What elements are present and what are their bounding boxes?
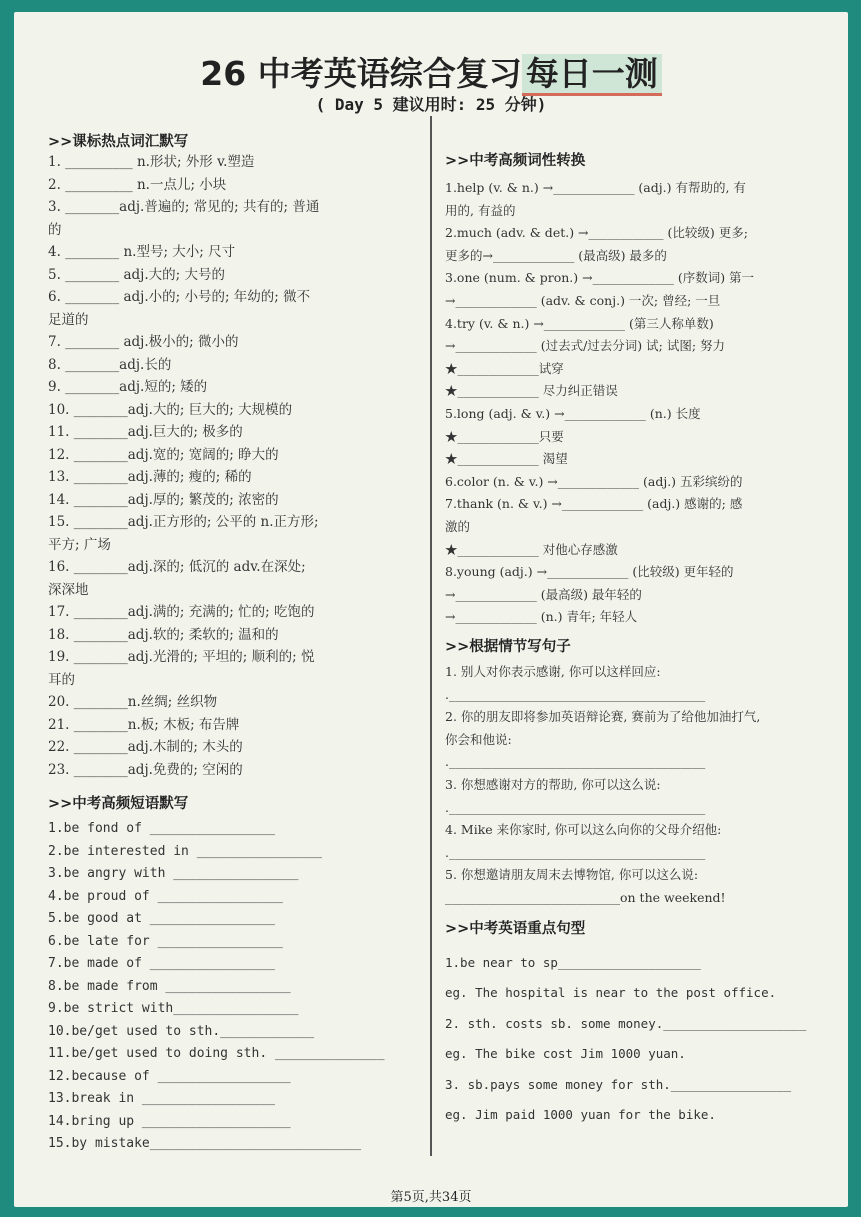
word-form-line[interactable]: 6.color (n. & v.) →_____________ (adj.) 五彩缤纷的 [445, 473, 743, 489]
word-form-line[interactable]: 3.one (num. & pron.) →_____________ (序数词) 第一 [445, 270, 755, 286]
phrase-line[interactable]: 13.break in _________________ [48, 1091, 275, 1106]
vocab-line[interactable]: 平方; 广场 [48, 536, 111, 553]
situation-line[interactable]: ._________________________________________ [445, 686, 706, 702]
word-form-line[interactable]: →_____________ (adv. & conj.) 一次; 曾经; 一旦 [445, 293, 721, 308]
situation-line[interactable]: ._________________________________________ [445, 799, 706, 815]
pattern-line[interactable]: eg. Jim paid 1000 yuan for the bike. [445, 1107, 716, 1122]
word-form-line[interactable]: 5.long (adj. & v.) →_____________ (n.) 长度 [445, 406, 701, 421]
page-footer: 第5页,共34页 [390, 1190, 472, 1205]
vocab-line[interactable]: 20. ________n.丝绸; 丝织物 [48, 694, 218, 710]
section-heading-situations: >>根据情节写句子 [445, 639, 571, 655]
vocab-line[interactable]: 耳的 [48, 671, 75, 688]
phrase-line[interactable]: 2.be interested in ________________ [48, 843, 322, 859]
situation-line[interactable]: 1. 别人对你表示感谢, 你可以这样回应: [445, 664, 661, 679]
column-divider [430, 116, 432, 1156]
vocab-line[interactable]: 11. ________adj.巨大的; 极多的 [48, 424, 243, 440]
phrase-line[interactable]: 5.be good at ________________ [48, 911, 275, 926]
word-form-line[interactable]: 7.thank (n. & v.) →_____________ (adj.) 感谢的; 感 [445, 496, 743, 512]
situation-line[interactable]: ._________________________________________ [445, 844, 706, 860]
phrase-line[interactable]: 10.be/get used to sth.____________ [48, 1023, 315, 1039]
section-heading-vocabulary: >>课标热点词汇默写 [48, 134, 189, 150]
situation-line[interactable]: 2. 你的朋友即将参加英语辩论赛, 赛前为了给他加油打气, [445, 709, 761, 725]
phrase-line[interactable]: 14.bring up ___________________ [48, 1113, 291, 1129]
word-form-line[interactable]: ★_____________ 尽力纠正错误 [445, 383, 618, 399]
phrase-line[interactable]: 1.be fond of ________________ [48, 821, 275, 836]
word-form-line[interactable]: 更多的→_____________ (最高级) 最多的 [445, 247, 667, 263]
situation-line[interactable]: ____________________________on the weekend! [445, 890, 726, 905]
situation-line[interactable]: 4. Mike 来你家时, 你可以这么向你的父母介绍他: [445, 822, 722, 838]
title-highlight: 每日一测 [522, 54, 662, 96]
vocab-line[interactable]: 16. ________adj.深的; 低沉的 adv.在深处; [48, 559, 306, 575]
vocab-line[interactable]: 21. ________n.板; 木板; 布告牌 [48, 716, 240, 733]
situation-line[interactable]: 3. 你想感谢对方的帮助, 你可以这么说: [445, 777, 661, 792]
pattern-line[interactable]: 2. sth. costs sb. some money.___________________ [445, 1015, 807, 1031]
word-form-line[interactable]: ★_____________只要 [445, 428, 564, 444]
pattern-line[interactable]: 3. sb.pays some money for sth.________________ [445, 1076, 792, 1092]
vocab-line[interactable]: 12. ________adj.宽的; 宽阔的; 睁大的 [48, 446, 279, 463]
vocab-line[interactable]: 5. ________ adj.大的; 大号的 [48, 266, 225, 283]
word-form-line[interactable]: ★_____________试穿 [445, 360, 564, 376]
vocab-line[interactable]: 6. ________ adj.小的; 小号的; 年幼的; 微不 [48, 289, 311, 305]
vocab-line[interactable]: 2. __________ n.一点儿; 小块 [48, 176, 227, 193]
title-prefix: 26 中考英语综合复习 [200, 54, 522, 93]
section-heading-phrases: >>中考高频短语默写 [48, 796, 189, 812]
vocab-line[interactable]: 10. ________adj.大的; 巨大的; 大规模的 [48, 401, 293, 418]
vocab-line[interactable]: 17. ________adj.满的; 充满的; 忙的; 吃饱的 [48, 604, 315, 620]
word-form-line[interactable]: →_____________ (过去式/过去分词) 试; 试图; 努力 [445, 338, 726, 354]
situation-line[interactable]: 你会和他说: [445, 731, 512, 747]
phrase-line[interactable]: 6.be late for ________________ [48, 933, 283, 949]
vocab-line[interactable]: 13. ________adj.薄的; 瘦的; 稀的 [48, 469, 252, 485]
phrase-line[interactable]: 3.be angry with ________________ [48, 866, 299, 881]
vocab-line[interactable]: 18. ________adj.软的; 柔软的; 温和的 [48, 626, 279, 643]
vocab-line[interactable]: 深深地 [48, 581, 89, 598]
vocab-line[interactable]: 7. ________ adj.极小的; 微小的 [48, 334, 239, 350]
section-heading-sentence-patterns: >>中考英语重点句型 [445, 921, 586, 937]
word-form-line[interactable]: 4.try (v. & n.) →_____________ (第三人称单数) [445, 315, 714, 331]
vocab-line[interactable]: 23. ________adj.免费的; 空闲的 [48, 761, 243, 778]
vocab-line[interactable]: 的 [48, 221, 62, 238]
worksheet-page [14, 12, 848, 1207]
phrase-line[interactable]: 15.by mistake___________________________ [48, 1136, 362, 1151]
word-form-line[interactable]: ★_____________ 对他心存感激 [445, 541, 618, 557]
vocab-line[interactable]: 14. ________adj.厚的; 繁茂的; 浓密的 [48, 491, 279, 508]
vocab-line[interactable]: 8. ________adj.长的 [48, 356, 172, 373]
section-heading-word-forms: >>中考高频词性转换 [445, 153, 586, 169]
situation-line[interactable]: 5. 你想邀请朋友周末去博物馆, 你可以这么说: [445, 867, 699, 883]
word-form-line[interactable]: 1.help (v. & n.) →_____________ (adj.) 有帮助的, 有 [445, 180, 746, 195]
vocab-line[interactable]: 4. ________ n.型号; 大小; 尺寸 [48, 244, 236, 260]
word-form-line[interactable]: →_____________ (n.) 青年; 年轻人 [445, 609, 638, 625]
pattern-line[interactable]: eg. The bike cost Jim 1000 yuan. [445, 1046, 686, 1062]
word-form-line[interactable]: 2.much (adv. & det.) →____________ (比较级) 更多; [445, 225, 748, 241]
situation-line[interactable]: ._________________________________________ [445, 754, 706, 770]
word-form-line[interactable]: 激的 [445, 519, 471, 534]
phrase-line[interactable]: 4.be proud of ________________ [48, 888, 283, 904]
word-form-line[interactable]: 8.young (adj.) →_____________ (比较级) 更年轻的 [445, 564, 734, 580]
vocab-line[interactable]: 9. ________adj.短的; 矮的 [48, 379, 208, 395]
pattern-line[interactable]: eg. The hospital is near to the post office. [445, 985, 777, 1001]
vocab-line[interactable]: 足道的 [48, 311, 89, 328]
phrase-line[interactable]: 12.because of _________________ [48, 1068, 291, 1084]
phrase-line[interactable]: 8.be made from ________________ [48, 978, 291, 994]
vocab-line[interactable]: 3. ________adj.普遍的; 常见的; 共有的; 普通 [48, 199, 320, 215]
word-form-line[interactable]: 用的, 有益的 [445, 202, 516, 218]
vocab-line[interactable]: 1. __________ n.形状; 外形 v.塑造 [48, 154, 255, 170]
pattern-line[interactable]: 1.be near to sp___________________ [445, 955, 701, 970]
phrase-line[interactable]: 11.be/get used to doing sth. ______________ [48, 1046, 385, 1061]
phrase-line[interactable]: 9.be strict with________________ [48, 1001, 299, 1016]
page-subtitle: ( Day 5 建议用时: 25 分钟) [315, 95, 547, 114]
vocab-line[interactable]: 19. ________adj.光滑的; 平坦的; 顺利的; 悦 [48, 649, 315, 665]
word-form-line[interactable]: ★_____________ 渴望 [445, 451, 568, 467]
word-form-line[interactable]: →_____________ (最高级) 最年轻的 [445, 586, 642, 602]
page-title [14, 48, 848, 95]
vocab-line[interactable]: 15. ________adj.正方形的; 公平的 n.正方形; [48, 514, 319, 530]
vocab-line[interactable]: 22. ________adj.木制的; 木头的 [48, 739, 243, 755]
phrase-line[interactable]: 7.be made of ________________ [48, 956, 275, 971]
